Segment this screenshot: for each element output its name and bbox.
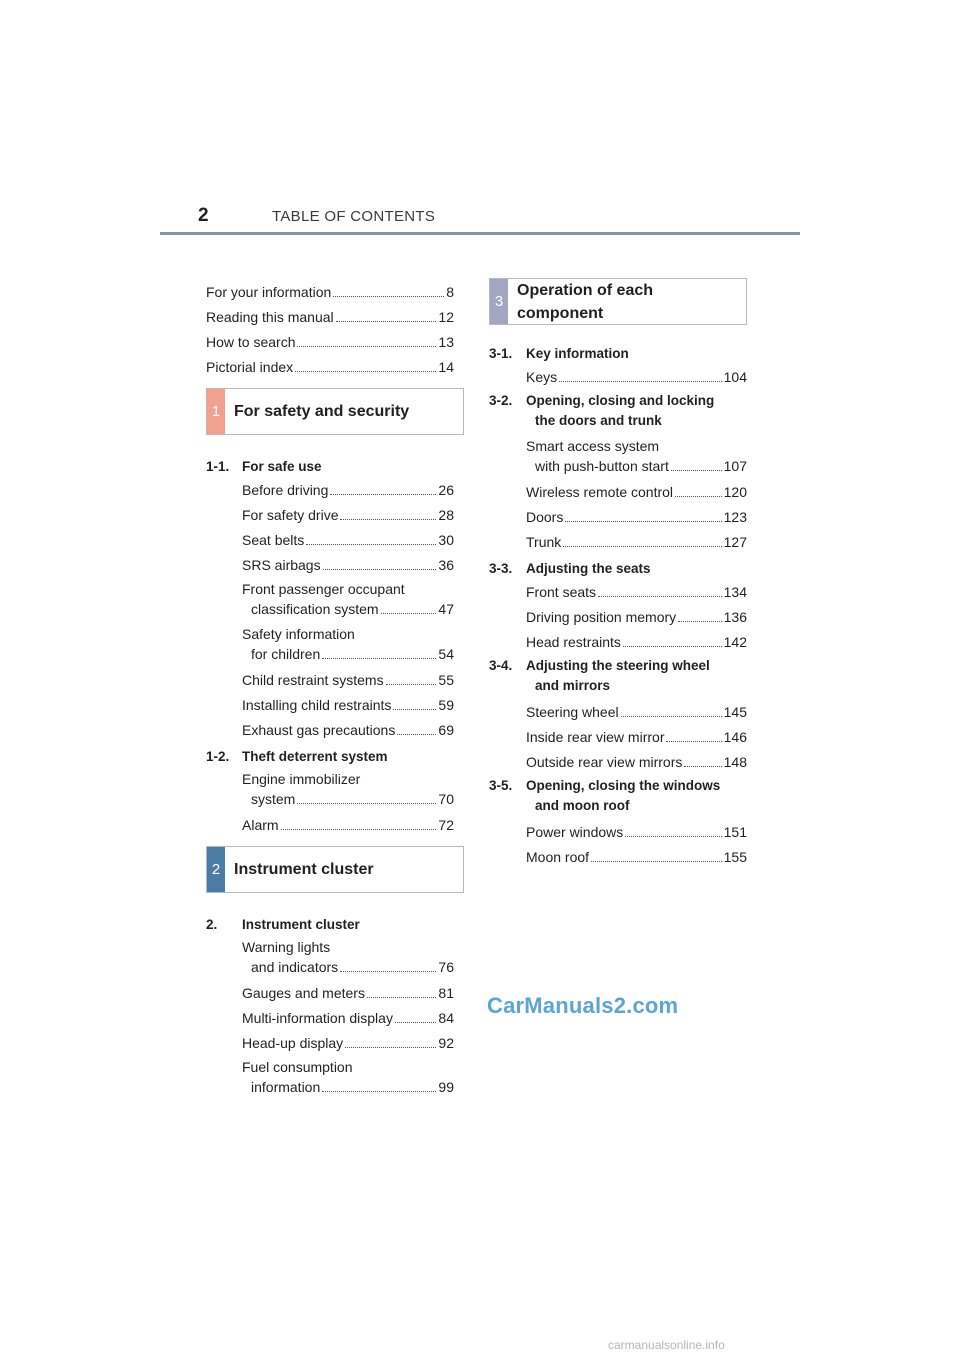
entry-label: Front seats <box>526 584 597 600</box>
chapter-3-title-line2: component <box>517 304 604 322</box>
toc-entry[interactable] <box>526 501 747 526</box>
entry-page: 36 <box>438 557 454 573</box>
entry-page: 69 <box>438 722 454 738</box>
section-title: For safe use <box>242 459 322 474</box>
chapter-2-header[interactable] <box>206 846 464 893</box>
section-title: Adjusting the steering wheel <box>526 658 710 673</box>
section-title: Opening, closing the windows <box>526 778 721 793</box>
dot-leader <box>559 381 722 382</box>
entry-label: Multi-information display <box>242 1010 393 1026</box>
section-heading[interactable] <box>489 336 747 361</box>
entry-page: 92 <box>438 1035 454 1051</box>
dot-leader <box>330 494 436 495</box>
entry-label: Wireless remote control <box>526 484 674 500</box>
toc-entry[interactable] <box>526 601 747 626</box>
dot-leader <box>598 596 722 597</box>
chapter-3-header[interactable] <box>489 278 747 325</box>
toc-entry[interactable] <box>242 714 454 739</box>
section-heading[interactable] <box>489 551 747 576</box>
toc-entry[interactable] <box>242 764 454 809</box>
toc-entry[interactable] <box>526 721 747 746</box>
dot-leader <box>395 1022 436 1023</box>
entry-page: 99 <box>438 1079 454 1095</box>
section-title-cont: the doors and trunk <box>535 413 662 428</box>
dot-leader <box>340 971 436 972</box>
entry-label: Doors <box>526 509 564 525</box>
entry-page: 142 <box>723 634 747 650</box>
entry-page: 30 <box>438 532 454 548</box>
entry-label: Driving position memory <box>526 609 677 625</box>
toc-entry[interactable] <box>526 576 747 601</box>
section-title: Opening, closing and locking <box>526 393 715 408</box>
section-heading[interactable] <box>206 739 454 764</box>
dot-leader <box>684 766 721 767</box>
dot-leader <box>563 546 721 547</box>
entry-label-cont: for children <box>251 646 321 662</box>
toc-entry[interactable] <box>242 474 454 499</box>
dot-leader <box>297 803 436 804</box>
entry-label: Child restraint systems <box>242 672 384 688</box>
entry-label: Exhaust gas precautions <box>242 722 396 738</box>
entry-label: Power windows <box>526 824 624 840</box>
entry-label: Outside rear view mirrors <box>526 754 683 770</box>
entry-label-cont: system <box>251 791 296 807</box>
entry-page: 13 <box>438 334 454 350</box>
dot-leader <box>625 836 721 837</box>
toc-entry[interactable] <box>206 326 454 351</box>
dot-leader <box>666 741 721 742</box>
toc-left-column <box>206 276 454 1097</box>
dot-leader <box>306 544 436 545</box>
dot-leader <box>675 496 722 497</box>
toc-entry[interactable] <box>526 841 747 866</box>
watermark-logo: CarManuals2.com <box>487 993 679 1018</box>
toc-entry[interactable] <box>526 626 747 651</box>
entry-page: 47 <box>438 601 454 617</box>
section-heading[interactable] <box>489 386 747 431</box>
dot-leader <box>333 296 444 297</box>
entry-page: 134 <box>723 584 747 600</box>
section-number: 3-5. <box>489 778 513 793</box>
toc-entry[interactable] <box>206 301 454 326</box>
section-number: 3-3. <box>489 561 513 576</box>
entry-label: SRS airbags <box>242 557 321 573</box>
entry-page: 14 <box>438 359 454 375</box>
dot-leader <box>336 321 437 322</box>
entry-page: 59 <box>438 697 454 713</box>
dot-leader <box>671 470 722 471</box>
dot-leader <box>621 716 722 717</box>
entry-label: Alarm <box>242 817 279 833</box>
section-number: 3-4. <box>489 658 513 673</box>
entry-label: Pictorial index <box>206 359 294 375</box>
entry-label-cont: classification system <box>251 601 379 617</box>
page-header <box>160 205 800 235</box>
section-title: Instrument cluster <box>242 917 360 932</box>
entry-label: Warning lights <box>242 939 331 955</box>
dot-leader <box>340 519 436 520</box>
dot-leader <box>367 997 436 998</box>
entry-page: 146 <box>723 729 747 745</box>
header-rule <box>160 232 800 235</box>
toc-entry[interactable] <box>242 664 454 689</box>
section-heading[interactable] <box>489 651 747 696</box>
dot-leader <box>393 709 436 710</box>
entry-page: 12 <box>438 309 454 325</box>
entry-label: Steering wheel <box>526 704 619 720</box>
entry-page: 76 <box>438 959 454 975</box>
toc-entry[interactable] <box>242 932 454 977</box>
toc-entry[interactable] <box>242 809 454 834</box>
entry-label: Moon roof <box>526 849 590 865</box>
toc-entry[interactable] <box>242 689 454 714</box>
entry-page: 28 <box>438 507 454 523</box>
entry-label-cont: with push-button start <box>535 458 669 474</box>
section-number: 3-1. <box>489 346 513 361</box>
entry-label: Engine immobilizer <box>242 771 361 787</box>
entry-label: Front passenger occupant <box>242 581 405 597</box>
entry-page: 148 <box>723 754 747 770</box>
dot-leader <box>623 646 722 647</box>
entry-page: 127 <box>723 534 747 550</box>
entry-page: 55 <box>438 672 454 688</box>
chapter-2-title: Instrument cluster <box>234 861 374 878</box>
entry-label-cont: information <box>251 1079 321 1095</box>
entry-page: 8 <box>446 284 454 300</box>
page-number: 2 <box>198 205 209 226</box>
dot-leader <box>381 613 437 614</box>
section-heading[interactable] <box>206 449 454 474</box>
toc-entry[interactable] <box>526 746 747 771</box>
section-number: 1-2. <box>206 749 230 764</box>
chapter-1-header[interactable] <box>206 388 464 435</box>
toc-entry[interactable] <box>242 619 454 664</box>
dot-leader <box>397 734 436 735</box>
toc-entry[interactable] <box>242 977 454 1002</box>
entry-label: Head restraints <box>526 634 621 650</box>
chapter-3-title-line1: Operation of each <box>517 281 654 299</box>
entry-label: How to search <box>206 334 296 350</box>
dot-leader <box>295 371 436 372</box>
chapter-3-tab: 3 <box>490 279 508 324</box>
dot-leader <box>297 346 436 347</box>
entry-label: Before driving <box>242 482 329 498</box>
toc-right-column <box>489 278 747 866</box>
page-title: TABLE OF CONTENTS <box>272 208 436 225</box>
dot-leader <box>591 861 722 862</box>
toc-entry[interactable] <box>242 1002 454 1027</box>
toc-entry[interactable] <box>526 816 747 841</box>
toc-entry[interactable] <box>526 696 747 721</box>
chapter-1-title: For safety and security <box>234 403 410 420</box>
toc-entry[interactable] <box>526 431 747 476</box>
entry-label: Inside rear view mirror <box>526 729 665 745</box>
section-title-cont: and moon roof <box>535 798 630 813</box>
dot-leader <box>323 569 437 570</box>
toc-entry[interactable] <box>242 1052 454 1097</box>
section-title: Key information <box>526 346 629 361</box>
section-title-cont: and mirrors <box>535 678 611 693</box>
dot-leader <box>322 1091 436 1092</box>
entry-label: Head-up display <box>242 1035 344 1051</box>
entry-page: 151 <box>723 824 747 840</box>
toc-entry[interactable] <box>242 524 454 549</box>
entry-page: 81 <box>438 985 454 1001</box>
entry-label: Gauges and meters <box>242 985 365 1001</box>
dot-leader <box>322 658 436 659</box>
dot-leader <box>281 829 437 830</box>
chapter-2-tab: 2 <box>207 847 225 892</box>
entry-label: Keys <box>526 369 558 385</box>
entry-label: Smart access system <box>526 438 660 454</box>
entry-page: 155 <box>723 849 747 865</box>
entry-page: 120 <box>723 484 747 500</box>
entry-page: 123 <box>723 509 747 525</box>
toc-entry[interactable] <box>206 276 454 301</box>
chapter-3-title <box>508 279 653 324</box>
section-title: Theft deterrent system <box>242 749 388 764</box>
entry-label: Seat belts <box>242 532 305 548</box>
toc-entry[interactable] <box>526 476 747 501</box>
toc-entry[interactable] <box>206 351 454 376</box>
dot-leader <box>386 684 437 685</box>
entry-label: For safety drive <box>242 507 339 523</box>
toc-entry[interactable] <box>242 499 454 524</box>
entry-page: 72 <box>438 817 454 833</box>
entry-page: 136 <box>723 609 747 625</box>
toc-entry[interactable] <box>242 574 454 619</box>
chapter-1-tab: 1 <box>207 389 225 434</box>
entry-label: Safety information <box>242 626 355 642</box>
section-heading[interactable] <box>206 907 454 932</box>
entry-page: 70 <box>438 791 454 807</box>
toc-entry[interactable] <box>526 361 747 386</box>
section-number: 1-1. <box>206 459 230 474</box>
entry-page: 26 <box>438 482 454 498</box>
entry-label-cont: and indicators <box>251 959 339 975</box>
entry-label: Trunk <box>526 534 562 550</box>
entry-label: Reading this manual <box>206 309 334 325</box>
toc-entry[interactable] <box>526 526 747 551</box>
entry-page: 104 <box>723 369 747 385</box>
toc-entry[interactable] <box>242 549 454 574</box>
entry-label: Fuel consumption <box>242 1059 353 1075</box>
section-title: Adjusting the seats <box>526 561 651 576</box>
dot-leader <box>678 621 721 622</box>
entry-label: Installing child restraints <box>242 697 392 713</box>
entry-label: For your information <box>206 284 332 300</box>
entry-page: 107 <box>723 458 747 474</box>
footer-watermark: carmanualsonline.info <box>608 1338 725 1352</box>
entry-page: 54 <box>438 646 454 662</box>
toc-entry[interactable] <box>242 1027 454 1052</box>
section-number: 3-2. <box>489 393 513 408</box>
dot-leader <box>565 521 721 522</box>
entry-page: 84 <box>438 1010 454 1026</box>
section-heading[interactable] <box>489 771 747 816</box>
dot-leader <box>345 1047 436 1048</box>
section-number: 2. <box>206 917 218 932</box>
entry-page: 145 <box>723 704 747 720</box>
